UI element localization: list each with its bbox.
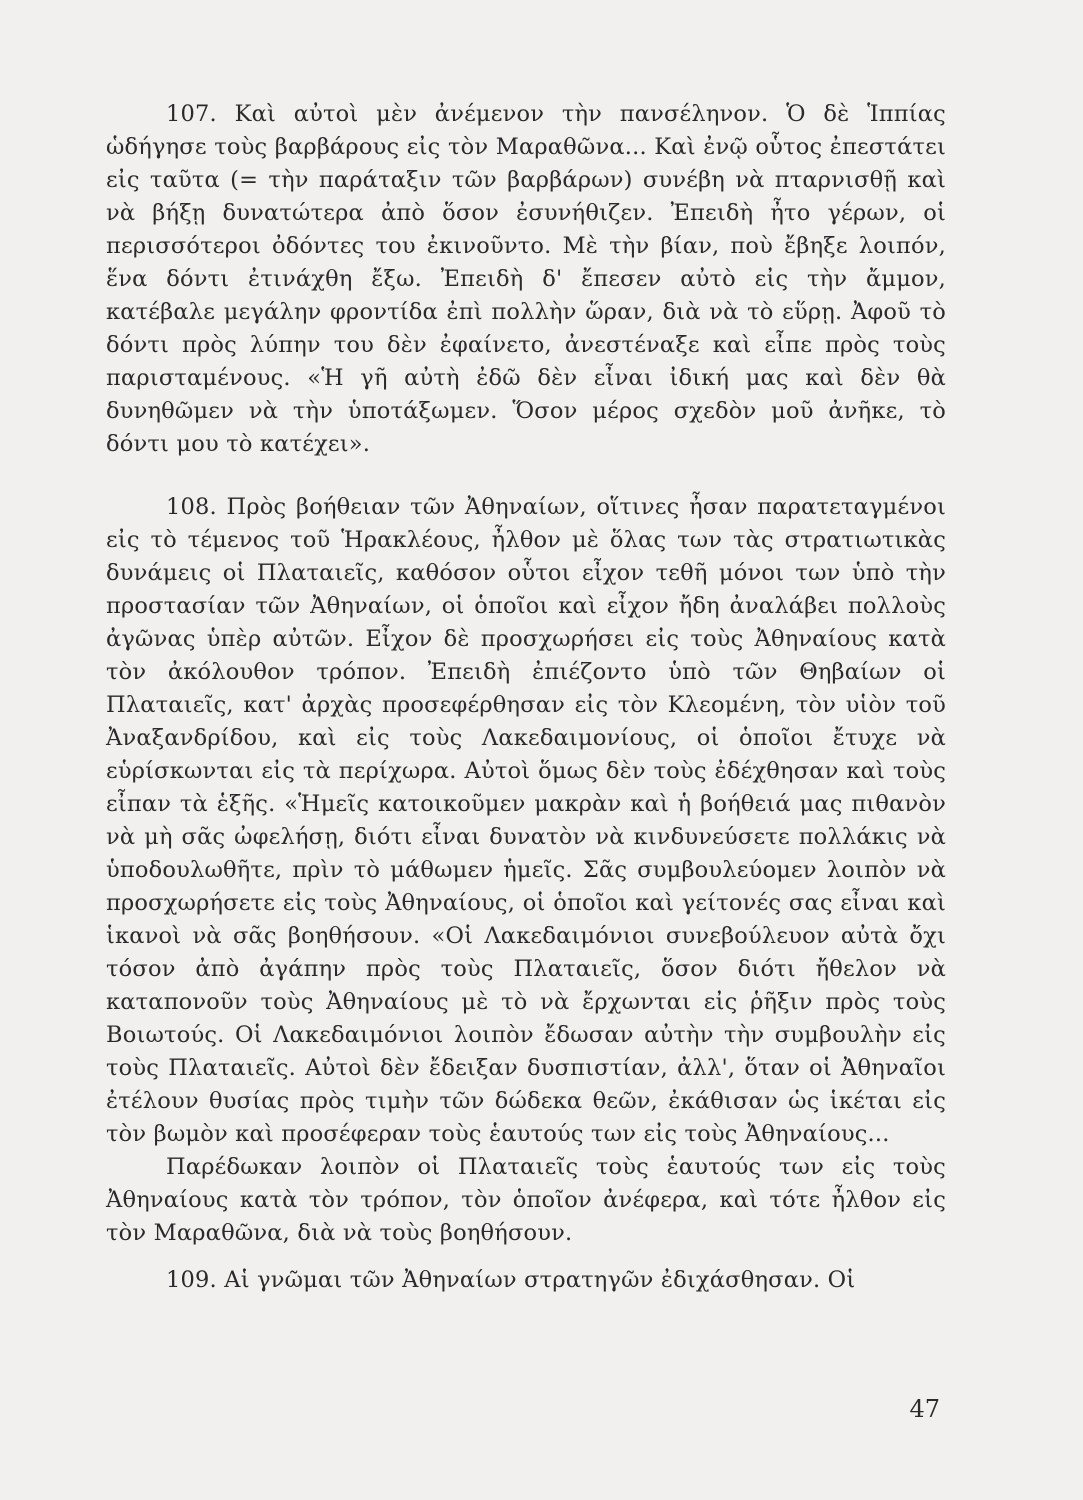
paragraph-108-continuation: Παρέδωκαν λοιπὸν οἱ Πλαταιεῖς τοὺς ἑαυτούς των εἰς τοὺς Ἀθηναίους κατὰ τὸν τρόπον, τὸν ὁποῖον ἀνέφερα, καὶ τότε ἦλθον εἰς τὸν Μαραθῶνα, διὰ νὰ τοὺς βοηθήσουν. xyxy=(106,1154,946,1246)
paragraph-108: 108. Πρὸς βοήθειαν τῶν Ἀθηναίων, οἵτινες ἦσαν παρατεταγμένοι εἰς τὸ τέμενος τοῦ Ἡρακλέους, ἦλθον μὲ ὅλας των τὰς στρατιωτικὰς δυνάμεις οἱ Πλαταιεῖς, καθόσον οὗτοι εἶχον τεθῆ μόνοι των ὑπὸ τὴν προστασίαν τῶν Ἀθηναίων, οἱ ὁποῖοι καὶ εἶχον ἤδη ἀναλάβει πολλοὺς ἀγῶνας ὑπὲρ αὐτῶν. Εἶχον δὲ προσχωρήσει εἰς τοὺς Ἀθηναίους κατὰ τὸν ἀκόλουθον τρόπον. Ἐπειδὴ ἐπιέζοντο ὑπὸ τῶν Θηβαίων οἱ Πλαταιεῖς, κατ' ἀρχὰς προσεφέρθησαν εἰς τὸν Κλεομένη, τὸν υἱὸν τοῦ Ἀναξανδρίδου, καὶ εἰς τοὺς Λακεδαιμονίους, οἱ ὁποῖοι ἔτυχε νὰ εὑρίσκωνται εἰς τὰ περίχωρα. Αὐτοὶ ὅμως δὲν τοὺς ἐδέχθησαν καὶ τοὺς εἶπαν τὰ ἑξῆς. «Ἡμεῖς κατοικοῦμεν μακρὰν καὶ ἡ βοήθειά μας πιθανὸν νὰ μὴ σᾶς ὠφελήσῃ, διότι εἶναι δυνατὸν νὰ κινδυνεύσετε πολλάκις νὰ ὑποδουλωθῆτε, πρὶν τὸ μάθωμεν ἡμεῖς. Σᾶς συμβουλεύομεν λοιπὸν νὰ προσχωρήσετε εἰς τοὺς Ἀθηναίους, οἱ ὁποῖοι καὶ γείτονές σας εἶναι καὶ ἱκανοὶ νὰ σᾶς βοηθήσουν. «Οἱ Λακεδαιμόνιοι συνεβούλευον αὐτὰ ὄχι τόσον ἀπὸ ἀγάπην πρὸς τοὺς Πλαταιεῖς, ὅσον διότι ἤθελον νὰ καταπονοῦν τοὺς Ἀθηναίους μὲ τὸ νὰ ἔρχωνται εἰς ῥῆξιν πρὸς τοὺς Βοιωτούς. Οἱ Λακεδαιμόνιοι λοιπὸν ἔδωσαν αὐτὴν τὴν συμβουλὴν εἰς τοὺς Πλαταιεῖς. Αὐτοὶ δὲν ἔδειξαν δυσπιστίαν, ἀλλ', ὅταν οἱ Ἀθηναῖοι ἐτέλουν θυσίας πρὸς τιμὴν τῶν δώδεκα θεῶν, ἐκάθισαν ὡς ἱκέται εἰς τὸν βωμὸν καὶ προσέφεραν τοὺς ἑαυτούς των εἰς τοὺς Ἀθηναίους... xyxy=(106,494,946,1147)
paragraph-109: 109. Αἱ γνῶμαι τῶν Ἀθηναίων στρατηγῶν ἐδιχάσθησαν. Οἱ xyxy=(166,1267,856,1293)
page-number: 47 xyxy=(909,1395,940,1423)
page-body xyxy=(106,98,946,1297)
paragraph-107: 107. Καὶ αὐτοὶ μὲν ἀνέμενον τὴν πανσέληνον. Ὁ δὲ Ἱππίας ὡδήγησε τοὺς βαρβάρους εἰς τὸν Μαραθῶνα... Καὶ ἐνῷ οὗτος ἐπεστάτει εἰς ταῦτα (= τὴν παράταξιν τῶν βαρβάρων) συνέβη νὰ πταρνισθῇ καὶ νὰ βήξῃ δυνατώτερα ἀπὸ ὅσον ἐσυνήθιζεν. Ἐπειδὴ ἦτο γέρων, οἱ περισσότεροι ὀδόντες του ἐκινοῦντο. Μὲ τὴν βίαν, ποὺ ἔβηξε λοιπόν, ἕνα δόντι ἐτινάχθη ἔξω. Ἐπειδὴ δ' ἔπεσεν αὐτὸ εἰς τὴν ἄμμον, κατέβαλε μεγάλην φροντίδα ἐπὶ πολλὴν ὥραν, διὰ νὰ τὸ εὕρῃ. Ἀφοῦ τὸ δόντι πρὸς λύπην του δὲν ἐφαίνετο, ἀνεστέναξε καὶ εἶπε πρὸς τοὺς παρισταμένους. «Ἡ γῆ αὐτὴ ἐδῶ δὲν εἶναι ἰδική μας καὶ δὲν θὰ δυνηθῶμεν νὰ τὴν ὑποτάξωμεν. Ὅσον μέρος σχεδὸν μοῦ ἀνῆκε, τὸ δόντι μου τὸ κατέχει». xyxy=(106,101,946,457)
